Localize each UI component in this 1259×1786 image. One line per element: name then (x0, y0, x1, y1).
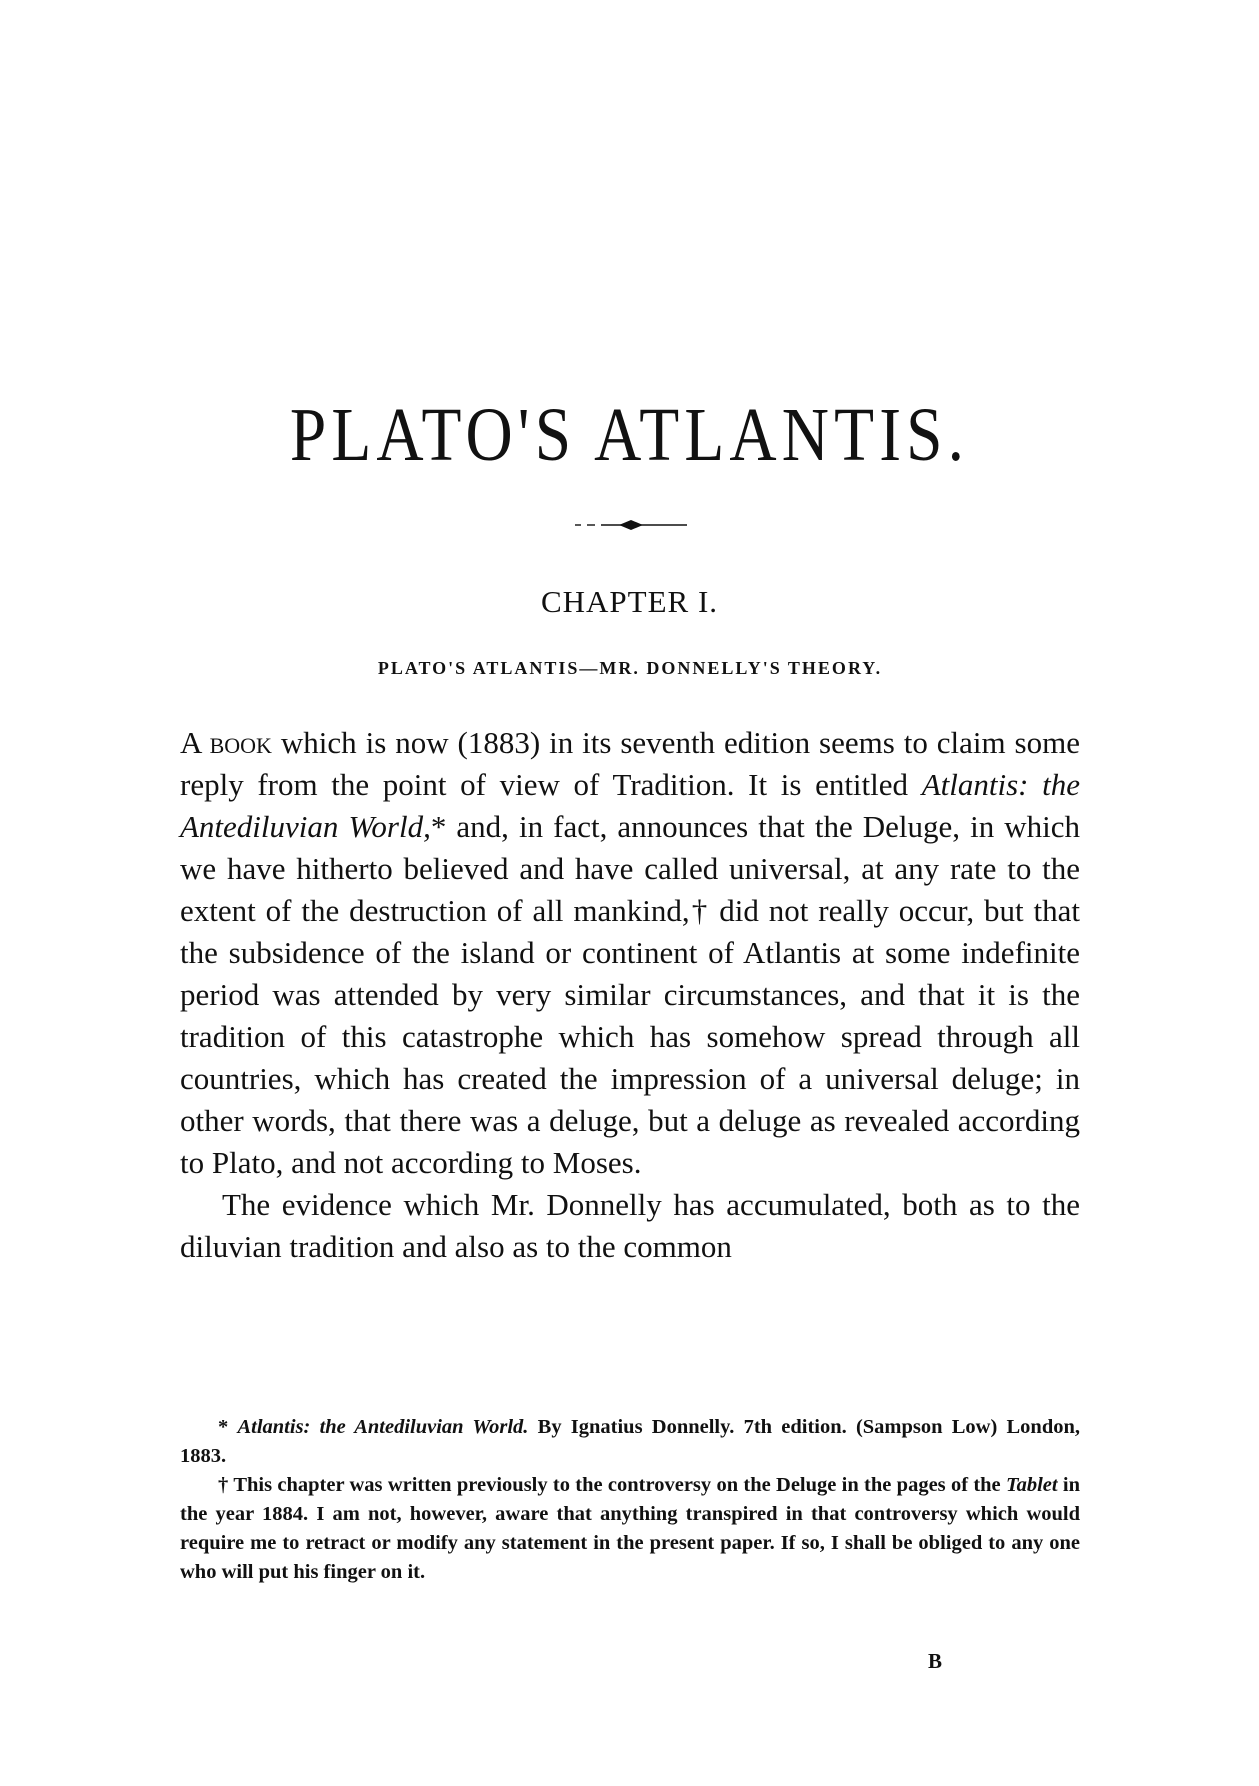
ornament-divider (575, 519, 687, 531)
body-text (180, 722, 1080, 1268)
paragraph-1-text-b: * and, in fact, announces that the Deluge, in which we have hitherto believed and have called universal, at any rate to the extent of the destruction of all mankind,† did not really occur, but that the subsidence of the island or continent of Atlantis at some indefinite period was attended by very similar circumstances, and that it is the tradition of this catastrophe which has somehow spread through all countries, which has created the impression of a universal deluge; in other words, that there was a deluge, but a deluge as revealed according to Plato, and not according to Moses. (180, 809, 1081, 1180)
footnote-2-journal: Tablet (1005, 1474, 1058, 1496)
footnote-1-marker: * (218, 1416, 238, 1438)
footnote-1 (180, 1413, 1080, 1471)
book-title: PLATO'S ATLANTIS. (289, 393, 970, 477)
chapter-number: CHAPTER I. (540, 584, 719, 619)
chapter-subtitle: PLATO'S ATLANTIS—MR. DONNELLY'S THEORY. (377, 658, 883, 678)
footnote-2-text-a: † This chapter was written previously to the controversy on the Deluge in the pages of the (218, 1474, 1006, 1496)
book-reference-italic: Atlantis: the Antediluvian World, (180, 767, 1081, 844)
footnote-1-text: By Ignatius Donnelly. 7th edition. (Sampson Low) London, 1883. (180, 1416, 1081, 1467)
paragraph-2: The evidence which Mr. Donnelly has accumulated, both as to the diluvian tradition and also as to the common (180, 1187, 1080, 1264)
paragraph-1 (180, 722, 1080, 1184)
signature-mark: B (928, 1649, 943, 1673)
paragraph-lead-small-caps: A book (180, 725, 272, 760)
footnote-2 (180, 1471, 1080, 1587)
footnotes (180, 1413, 1080, 1587)
footnote-1-title: Atlantis: the Antediluvian World. (237, 1416, 529, 1438)
paragraph-1-text-a: which is now (1883) in its seventh edition seems to claim some reply from the point of view of Tradition. It is entitled (180, 725, 1080, 802)
footnote-2-text-b: in the year 1884. I am not, however, aware that anything transpired in that controversy which would require me to retract or modify any statement in the present paper. If so, I shall be obliged to any one who will put his finger on it. (180, 1474, 1080, 1583)
